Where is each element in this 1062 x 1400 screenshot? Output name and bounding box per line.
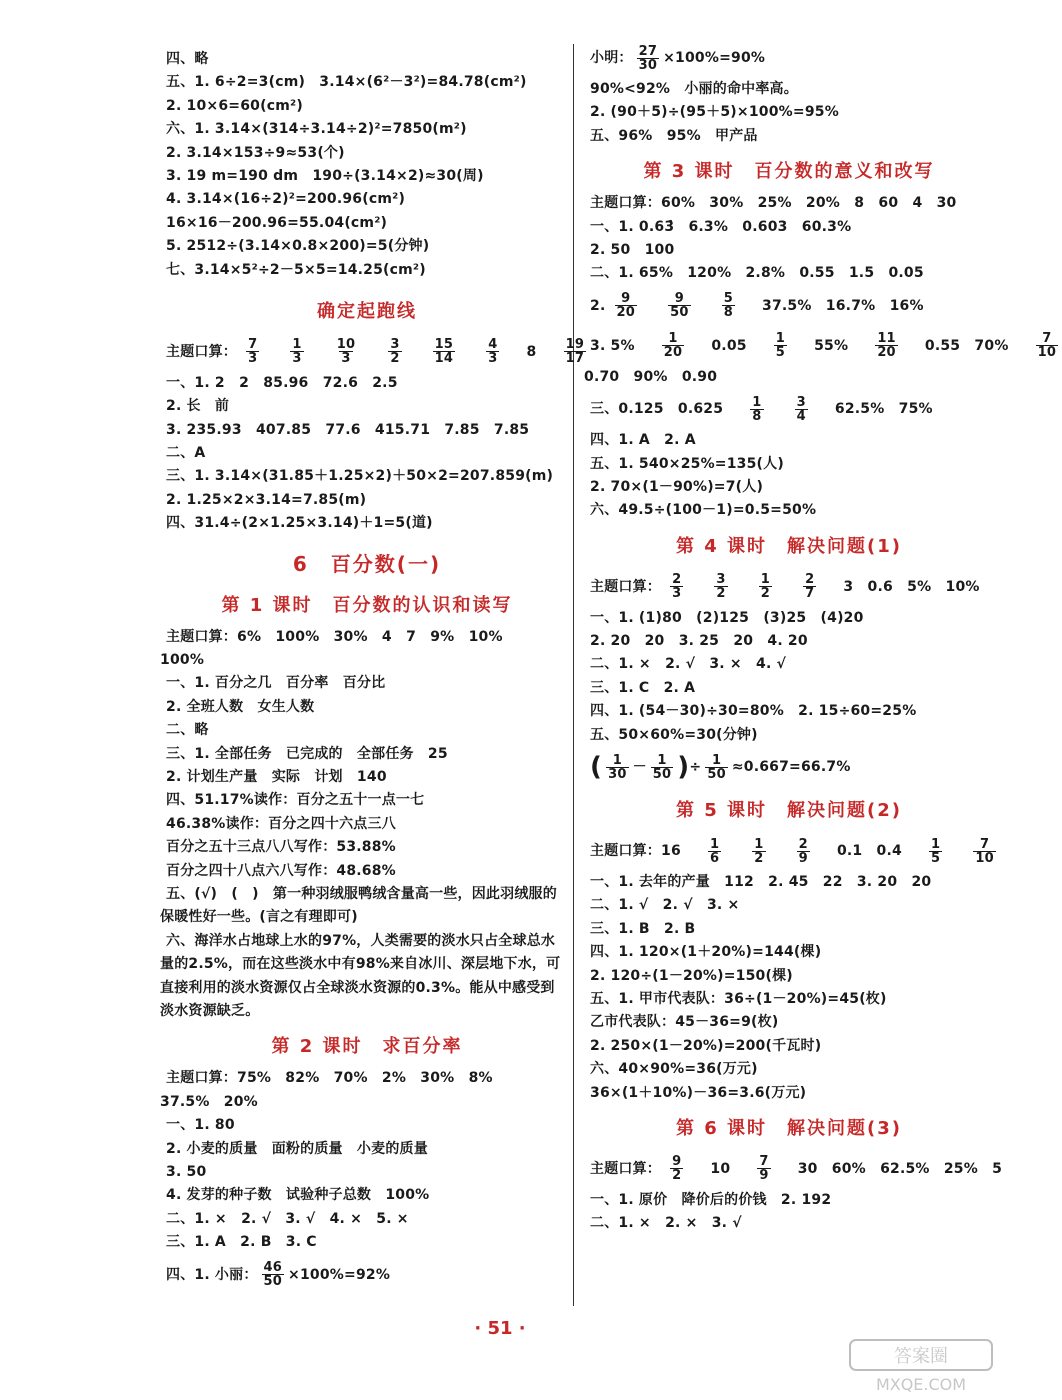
answer-line: 2. 计划生产量 实际 计划 140 (166, 768, 387, 785)
oral-calc-line: 主题口算：6% 100% 30% 4 7 9% 10% (166, 628, 503, 645)
answer-line: 2. 250×(1－20%)=200(千瓦时) (590, 1037, 822, 1054)
answer-line: 三、1. C 2. A (590, 679, 696, 696)
fraction: $\frac{11}{20}$ (877, 331, 896, 361)
answer-line: ( $\frac{1}{30}$ － $\frac{1}{50}$ )÷ $\frac{1}{50}$ ≈0.667=66.7% (590, 752, 851, 783)
watermark-url: MXQE.COM (875, 1375, 967, 1394)
answer-line: 一、1. 百分之几 百分率 百分比 (166, 675, 386, 692)
answer-line: 16×16－200.96=55.04(cm²) (166, 214, 388, 231)
oral-calc-line: 主题口算： $\frac{9}{2}$ 10 $\frac{7}{9}$ 30 60% 62.5% 25% 5 (590, 1154, 1003, 1184)
fraction: $\frac{1}{2}$ (760, 572, 770, 602)
fraction: $\frac{1}{50}$ (652, 752, 672, 782)
answer-line: 一、1. 原价 降价后的价钱 2. 192 (590, 1191, 832, 1208)
answer-line: 二、1. × 2. √ 3. √ 4. × 5. × (166, 1210, 409, 1227)
answer-line: 六、40×90%=36(万元) (590, 1061, 758, 1078)
answer-line: 2. 10×6=60(cm²) (166, 97, 303, 114)
watermark-logo (846, 1338, 996, 1396)
oral-calc-line: 主题口算：16 $\frac{1}{6}$ $\frac{1}{2}$ $\frac{2}{9}$ 0.1 0.4 $\frac{1}{5}$ $\frac{7}{10}$ (590, 836, 994, 866)
fraction: $\frac{9}{50}$ (670, 291, 689, 321)
answer-line: 36×(1＋10%)－36=3.6(万元) (590, 1084, 807, 1101)
answer-line: 七、3.14×5²÷2－5×5=14.25(cm²) (166, 261, 426, 278)
lesson-title: 第 1 课时 百分数的认识和读写 (221, 594, 513, 616)
fraction: $\frac{3}{2}$ (390, 337, 400, 367)
chapter-title: 6 百分数(一) (292, 551, 442, 576)
answer-line: 2. 120÷(1－20%)=150(棵) (590, 967, 793, 984)
answer-line: 4. 3.14×(16÷2)²=200.96(cm²) (166, 191, 406, 208)
answer-line: 2. $\frac{9}{20}$ $\frac{9}{50}$ $\frac{5}{8}$ 37.5% 16.7% 16% (590, 291, 924, 321)
answer-line: 一、1. 0.63̇ 6.3% 0.603 60.3% (590, 218, 852, 235)
oral-value: 8 (526, 343, 537, 360)
oral-calc-line: 主题口算：60% 30% 25% 20% 8 60 4 30 (590, 195, 957, 212)
answer-line: 0.70 90% 0.90 (584, 368, 718, 385)
fraction: $\frac{1}{8}$ (752, 394, 762, 424)
answer-line: 四、31.4÷(2×1.25×3.14)＋1=5(道) (166, 515, 433, 532)
answer-line: 3. 50 (166, 1163, 207, 1180)
oral-calc-cont: 100% (160, 652, 205, 669)
fraction: $\frac{7}{10}$ (1037, 331, 1057, 361)
answer-line: 46.38%读作：百分之四十六点三八 (166, 815, 396, 832)
fraction: $\frac{27}{30}$ (638, 43, 658, 73)
section-title: 确定起跑线 (317, 300, 417, 322)
answer-line: 3. 5% $\frac{1}{20}$ 0.05 $\frac{1}{5}$ 55% $\frac{11}{20}$ 0.55 70% $\frac{7}{10}$ (590, 331, 1057, 361)
oral-calc-line: 主题口算：75% 82% 70% 2% 30% 8% (166, 1070, 493, 1087)
answer-line: 4. 发芽的种子数 试验种子总数 100% (166, 1187, 430, 1204)
lesson-title: 第 3 课时 百分数的意义和改写 (643, 161, 935, 183)
answer-line: 四、1. 120×(1＋20%)=144(棵) (590, 944, 822, 961)
answer-line: 二、1. 65% 120% 2.8% 0.55 1.5 0.05 (590, 265, 924, 282)
answer-line: 90%<92% 小丽的命中率高。 (590, 81, 798, 97)
fraction: $\frac{9}{2}$ (672, 1154, 682, 1184)
answer-line: 五、50×60%=30(分钟) (590, 726, 758, 743)
fraction: $\frac{46}{50}$ (263, 1260, 283, 1289)
answer-line: 二、1. × 2. √ 3. × 4. √ (590, 656, 787, 673)
fraction: $\frac{1}{5}$ (775, 331, 786, 361)
fraction: $\frac{7}{3}$ (248, 337, 258, 367)
fraction: $\frac{2}{9}$ (798, 836, 808, 866)
answer-line: 三、1. B 2. B (590, 920, 696, 937)
fraction: $\frac{3}{4}$ (796, 394, 806, 424)
answer-line: 五、1. 甲市代表队：36÷(1－20%)=45(枚) (590, 990, 887, 1007)
fraction: $\frac{10}{3}$ (336, 337, 356, 367)
answer-line: 五、96% 95% 甲产品 (590, 127, 758, 144)
answer-line: 一、1. 2 2 85.96 72.6 2.5 (166, 374, 398, 391)
fraction: $\frac{7}{9}$ (759, 1154, 769, 1184)
answer-line: 一、1. 80 (166, 1117, 235, 1134)
answer-line: 六、49.5÷(100－1)=0.5=50% (590, 502, 817, 519)
lesson-title: 第 4 课时 解决问题(1) (675, 535, 903, 557)
left-column (160, 48, 585, 1295)
answer-line: 3. 235.93 407.85 77.6 415.71 7.85 7.85 (166, 421, 530, 438)
fraction: $\frac{1}{3}$ (292, 337, 302, 367)
answer-line: 三、0.125 0.625 $\frac{1}{8}$ $\frac{3}{4}$ 62.5% 75% (590, 394, 933, 424)
oral-calc-cont: 37.5% 20% (160, 1093, 258, 1110)
watermark-text: 答案圈 (894, 1346, 948, 1367)
answer-line: 二、略 (166, 722, 209, 739)
fraction: $\frac{1}{20}$ (663, 331, 683, 361)
answer-line: 一、1. (1)80 (2)125 (3)25 (4)20 (590, 609, 864, 626)
lesson-title: 第 5 课时 解决问题(2) (675, 800, 903, 822)
answer-line: 2. 70×(1－90%)=7(人) (590, 478, 764, 495)
fraction: $\frac{2}{7}$ (805, 572, 815, 602)
answer-line: 三、1. 3.14×(31.85＋1.25×2)＋50×2=207.859(m) (166, 468, 554, 485)
fraction: $\frac{1}{30}$ (608, 752, 627, 782)
fraction: $\frac{15}{14}$ (434, 337, 454, 367)
fraction: $\frac{2}{3}$ (672, 572, 682, 602)
answer-line: 二、1. √ 2. √ 3. × (590, 897, 740, 914)
answer-line: 一、1. 去年的产量 112 2. 45 22 3. 20 20 (590, 874, 932, 891)
fraction: $\frac{1}{6}$ (709, 836, 720, 866)
answer-line: 百分之四十八点六八写作：48.68% (166, 862, 396, 879)
right-column (584, 43, 1057, 1236)
answer-line: 2. 小麦的质量 面粉的质量 小麦的质量 (166, 1140, 428, 1157)
answer-line: 二、1. × 2. × 3. √ (590, 1215, 742, 1232)
answer-line: 四、1. A 2. A (590, 432, 696, 449)
fraction: $\frac{1}{2}$ (754, 836, 764, 866)
answer-line: 四、1. (54－30)÷30=80% 2. 15÷60=25% (590, 703, 917, 720)
answer-line: 2. 50 100 (590, 241, 675, 258)
page-number: · 51 · (474, 1318, 526, 1339)
answer-line: 三、1. 全部任务 已完成的 全部任务 25 (166, 745, 448, 762)
fraction: $\frac{9}{20}$ (616, 291, 636, 321)
answer-line: 3. 19 m=190 dm 190÷(3.14×2)≈30(周) (166, 167, 484, 184)
answer-line: 二、A (166, 445, 206, 462)
fraction: $\frac{1}{5}$ (931, 836, 941, 866)
fraction: $\frac{3}{2}$ (716, 572, 726, 602)
answer-line: 2. 20 20 3. 25 20 4. 20 (590, 633, 808, 650)
answer-line: 2. 长 前 (166, 398, 230, 415)
answer-paragraph: 五、(√) ( ) 第一种羽绒服鸭绒含量高一些，因此羽绒服的保暖性好一些。(言之有理即可) (160, 885, 557, 926)
answer-line: 2. (90＋5)÷(95＋5)×100%=95% (590, 104, 839, 121)
oral-calc-line: 主题口算： $\frac{2}{3}$ $\frac{3}{2}$ $\frac{1}{2}$ $\frac{2}{7}$ 3 0.6 5% 10% (590, 572, 980, 602)
answer-line: 2. 3.14×153÷9≈53(个) (166, 144, 345, 161)
answer-line: 五、1. 6÷2=3(cm) 3.14×(6²－3²)=84.78(cm²) (166, 74, 527, 91)
lesson-title: 第 6 课时 解决问题(3) (675, 1117, 903, 1139)
fraction: $\frac{4}{3}$ (488, 337, 498, 367)
oral-calc-label: 主题口算： (166, 343, 237, 360)
oral-calc-line (166, 332, 585, 372)
answer-line: 2. 1.25×2×3.14=7.85(m) (166, 491, 367, 508)
lesson-title: 第 2 课时 求百分率 (271, 1036, 463, 1058)
answer-line: 乙市代表队：45－36=9(枚) (590, 1014, 779, 1031)
answer-line: 小明： $\frac{27}{30}$ ×100%=90% (590, 43, 766, 73)
column-divider (573, 44, 574, 1306)
answer-line: 四、51.17%读作：百分之五十一点一七 (166, 792, 425, 809)
answer-line: 5. 2512÷(3.14×0.8×200)=5(分钟) (166, 238, 430, 255)
fraction: $\frac{19}{17}$ (565, 337, 585, 367)
answer-line: 2. 全班人数 女生人数 (166, 698, 315, 715)
answer-line: 百分之五十三点八八写作：53.88% (166, 839, 396, 856)
fraction: $\frac{7}{10}$ (975, 836, 994, 866)
answer-line: 五、1. 540×25%=135(人) (590, 455, 784, 472)
answer-line: 四、略 (166, 51, 209, 67)
answer-line: 四、1. 小丽： $\frac{46}{50}$ ×100%=92% (166, 1260, 391, 1289)
answer-line: 三、1. A 2. B 3. C (166, 1234, 317, 1251)
answer-paragraph: 六、海洋水占地球上水的97%，人类需要的淡水只占全球总水量的2.5%，而在这些淡水中有98%来自冰川、深层地下水，可直接利用的淡水资源仅占全球淡水资源的0.3%。能从中感受到淡水资源缺乏。 (160, 932, 561, 1019)
fraction: $\frac{1}{50}$ (707, 752, 726, 782)
fraction: $\frac{5}{8}$ (723, 291, 733, 321)
answer-line: 六、1. 3.14×(314÷3.14÷2)²=7850(m²) (166, 121, 467, 138)
